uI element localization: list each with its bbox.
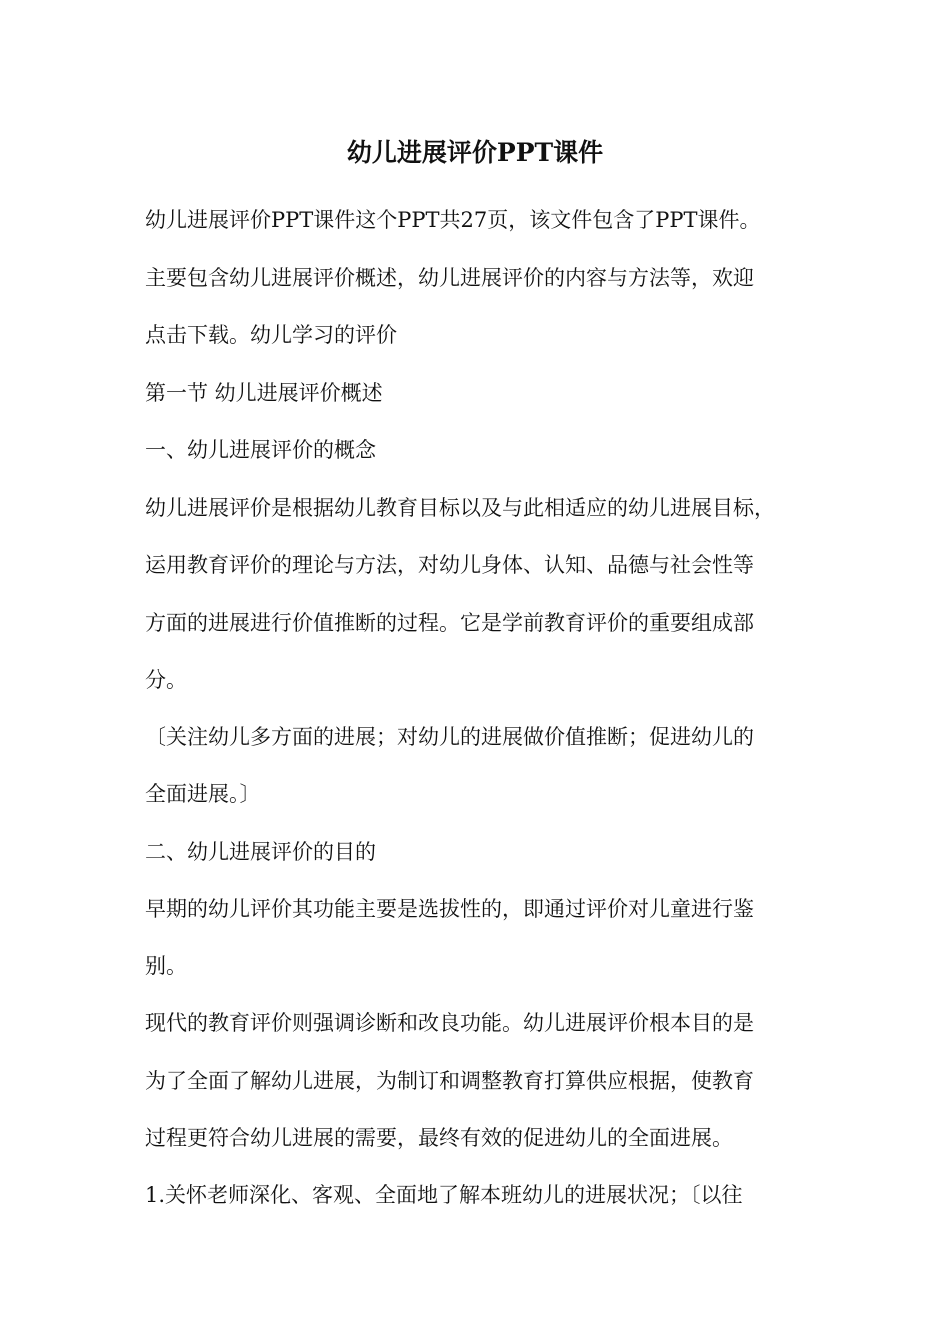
text-line: 早期的幼儿评价其功能主要是选拔性的，即通过评价对儿童进行鉴 [145,897,754,921]
text-line: 全面进展。〕 [145,782,261,806]
subsection-heading: 一、幼儿进展评价的概念 [145,438,376,462]
text-line: 点击下载。幼儿学习的评价 [145,323,397,347]
text-line: 为了全面了解幼儿进展，为制订和调整教育打算供应根据，使教育 [145,1069,754,1093]
text-line: 1.关怀老师深化、客观、全面地了解本班幼儿的进展状况；〔以往 [145,1183,743,1207]
subsection-heading: 二、幼儿进展评价的目的 [145,840,376,864]
text-line: 〔关注幼儿多方面的进展；对幼儿的进展做价值推断；促进幼儿的 [145,725,754,749]
text-line: 主要包含幼儿进展评价概述，幼儿进展评价的内容与方法等，欢迎 [145,266,754,290]
text-line: 运用教育评价的理论与方法，对幼儿身体、认知、品德与社会性等 [145,553,754,577]
text-line: 分。 [145,668,187,692]
text-line: 幼儿进展评价是根据幼儿教育目标以及与此相适应的幼儿进展目标， [145,496,775,520]
text-line: 方面的进展进行价值推断的过程。它是学前教育评价的重要组成部 [145,611,754,635]
document-title: 幼儿进展评价PPT课件 [346,138,604,167]
section-heading: 第一节 幼儿进展评价概述 [145,381,383,405]
text-line: 过程更符合幼儿进展的需要，最终有效的促进幼儿的全面进展。 [145,1126,733,1150]
text-line: 现代的教育评价则强调诊断和改良功能。幼儿进展评价根本目的是 [145,1011,754,1035]
text-line: 别。 [145,954,187,978]
text-line: 幼儿进展评价PPT课件这个PPT共27页，该文件包含了PPT课件。 [145,208,761,232]
